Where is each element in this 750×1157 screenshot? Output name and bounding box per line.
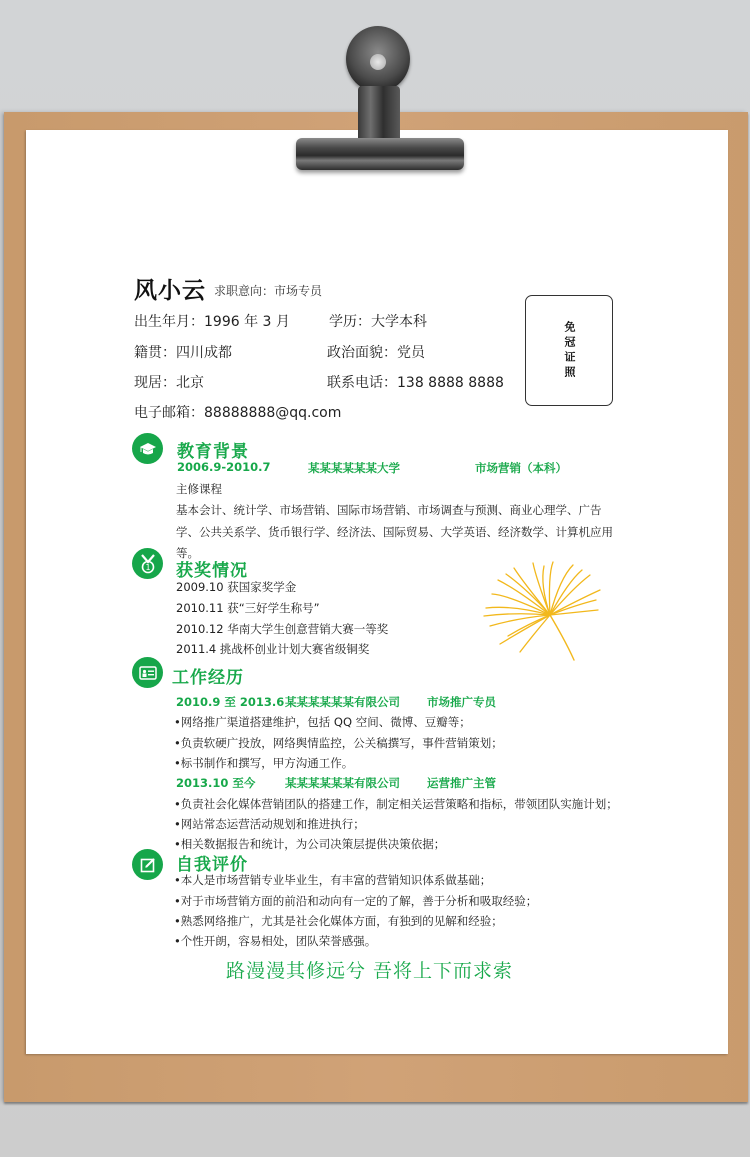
clip-bar	[296, 138, 464, 170]
dandelion-decoration	[478, 560, 608, 665]
job-company: 某某某某某某有限公司	[285, 695, 400, 709]
job-duty: •负责社会化媒体营销团队的搭建工作，制定相关运营策略和指标，带领团队实施计划；	[174, 797, 618, 811]
courses-list: 基本会计、统计学、市场营销、国际市场营销、市场调查与预测、商业心理学、广告学、公共关系学、货币银行学、经济法、国际贸易、大学英语、经济数学、计算机应用等。	[176, 503, 613, 560]
motto: 路漫漫其修远兮 吾将上下而求索	[226, 960, 514, 982]
job-duty: •标书制作和撰写，甲方沟通工作。	[174, 756, 354, 770]
award-item: 2010.12 华南大学生创意营销大赛一等奖	[176, 622, 389, 636]
self-item: •本人是市场营销专业毕业生，有丰富的营销知识体系做基础；	[174, 873, 492, 887]
id-card-icon	[132, 657, 163, 688]
job-duty: •负责软硬广投放，网络舆情监控，公关稿撰写，事件营销策划；	[174, 736, 503, 750]
info-education: 学历：大学本科	[329, 314, 427, 330]
education-major: 市场营销（本科）	[475, 461, 567, 475]
job-company: 某某某某某某有限公司	[285, 776, 400, 790]
award-item: 2010.11 获“三好学生称号”	[176, 601, 320, 615]
svg-text:1: 1	[144, 562, 151, 572]
info-political: 政治面貌：党员	[327, 345, 425, 361]
job-period: 2013.10 至今	[176, 776, 256, 790]
info-birth: 出生年月：1996 年 3 月	[134, 314, 290, 330]
photo-placeholder	[525, 295, 613, 406]
clip-neck	[358, 86, 400, 142]
graduation-cap-icon	[132, 433, 163, 464]
job-duty: •相关数据报告和统计，为公司决策层提供决策依据；	[174, 837, 446, 851]
self-item: •熟悉网络推广，尤其是社会化媒体方面，有独到的见解和经验；	[174, 914, 503, 928]
section-title-awards: 获奖情况	[176, 561, 248, 581]
info-phone: 联系电话：138 8888 8888	[327, 375, 504, 391]
job-role: 运营推广主管	[427, 776, 496, 790]
binder-clip	[296, 24, 464, 170]
award-item: 2009.10 获国家奖学金	[176, 580, 297, 594]
medal-icon	[132, 548, 163, 579]
job-period: 2010.9 至 2013.6	[176, 695, 285, 709]
self-item: •个性开朗，容易相处，团队荣誉感强。	[174, 934, 377, 948]
job-role: 市场推广专员	[427, 695, 496, 709]
courses-label: 主修课程	[176, 482, 222, 496]
info-email: 电子邮箱：88888888@qq.com	[134, 405, 342, 421]
job-duty: •网络推广渠道搭建维护，包括 QQ 空间、微博、豆瓣等；	[174, 715, 471, 729]
info-hometown: 籍贯：四川成都	[134, 345, 232, 361]
award-item: 2011.4 挑战杯创业计划大赛省级铜奖	[176, 642, 370, 656]
candidate-name: 风小云	[134, 278, 206, 304]
info-residence: 现居：北京	[134, 375, 204, 391]
job-objective: 求职意向：市场专员	[214, 284, 323, 298]
education-school: 某某某某某某大学	[308, 461, 400, 475]
section-title-education: 教育背景	[177, 442, 249, 462]
education-period: 2006.9-2010.7	[177, 460, 271, 474]
section-title-work: 工作经历	[172, 668, 244, 688]
section-title-self: 自我评价	[176, 855, 248, 875]
photo-placeholder-label: 免冠证照	[563, 320, 576, 381]
edit-icon	[132, 849, 163, 880]
job-duty: •网站常态运营活动规划和推进执行；	[174, 817, 365, 831]
self-item: •对于市场营销方面的前沿和动向有一定的了解，善于分析和吸取经验；	[174, 894, 538, 908]
clip-hole	[370, 54, 386, 70]
